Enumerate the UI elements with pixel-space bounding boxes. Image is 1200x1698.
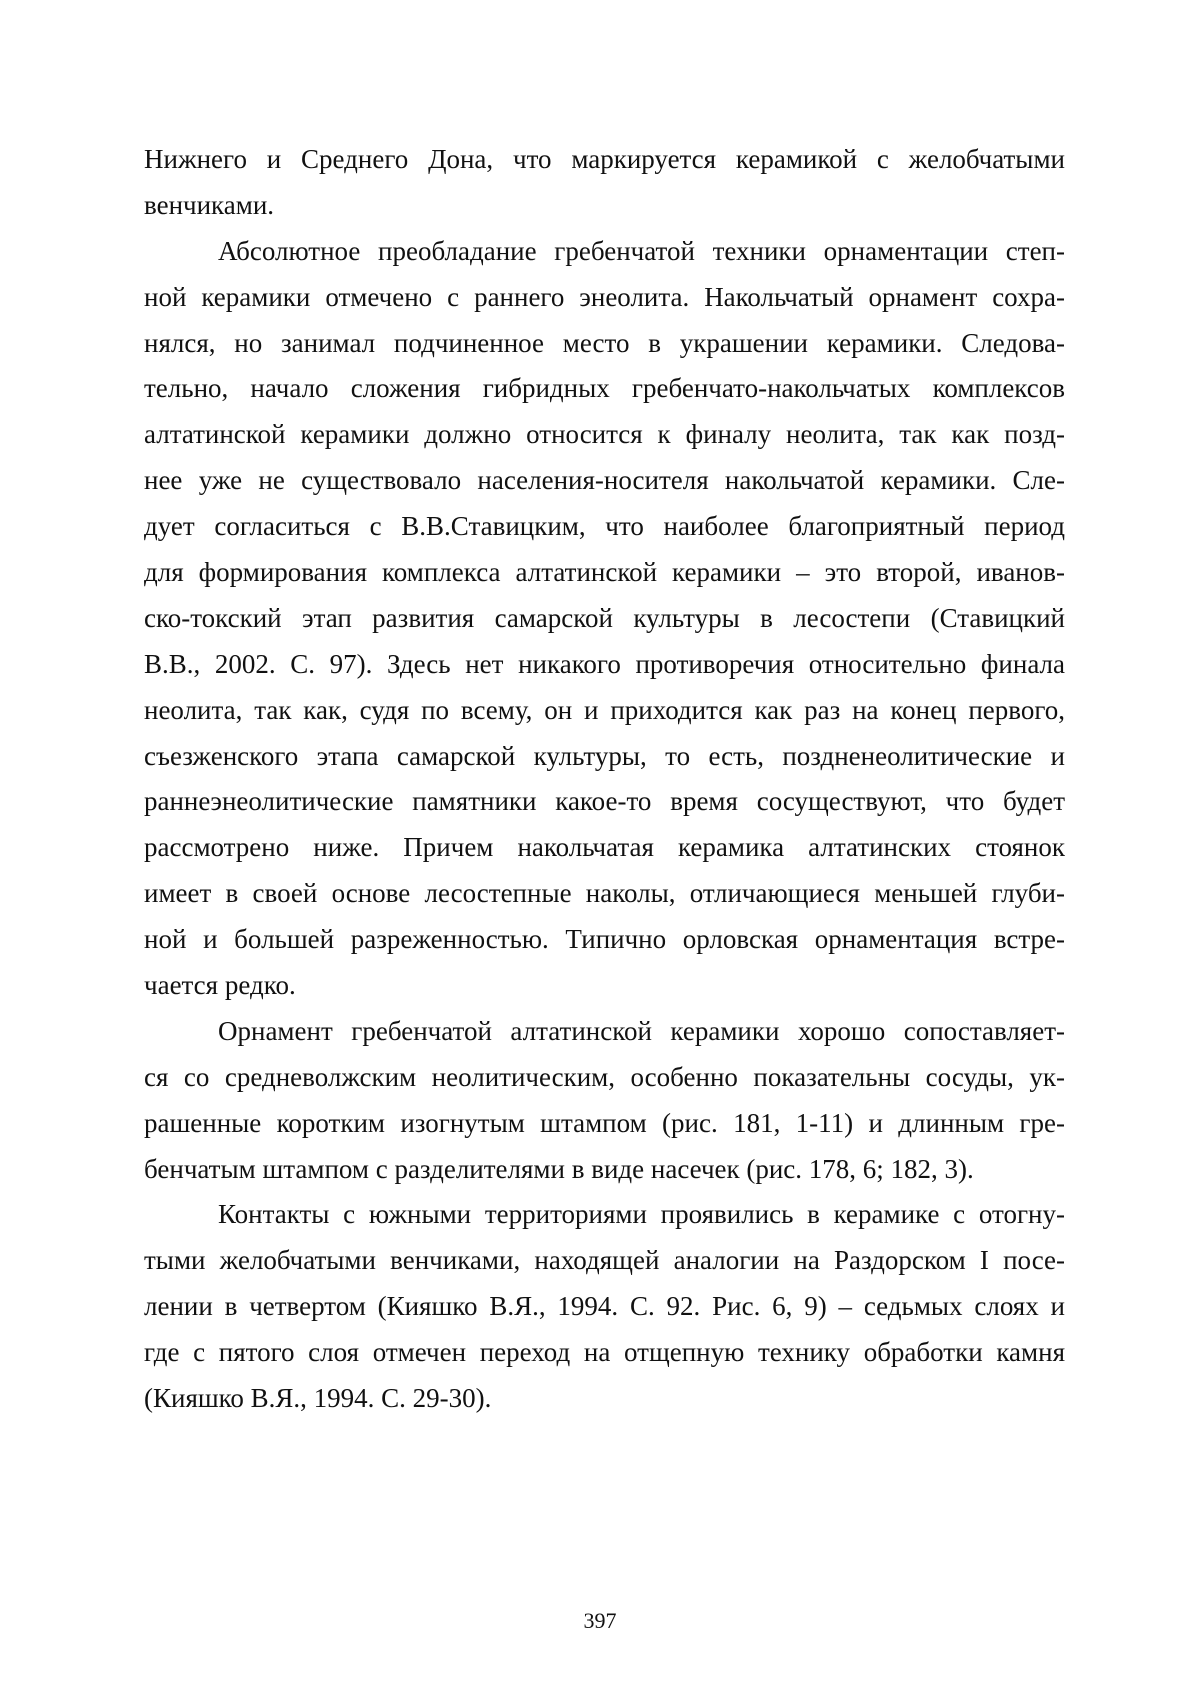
text-line: нялся, но занимал подчиненное место в украшении керамики. Следова- [144, 327, 1065, 358]
paragraph [144, 1009, 1065, 1193]
paragraph [144, 1192, 1065, 1421]
text-line: ско-токский этап развития самарской культуры в лесостепи (Ставицкий [144, 602, 1065, 633]
text-line: чается редко. [144, 970, 296, 1001]
text-line: венчиками. [144, 189, 275, 220]
text-line: рашенные коротким изогнутым штампом (рис. 181, 1-11) и длинным гре- [144, 1107, 1065, 1138]
text-line: рассмотрено ниже. Причем накольчатая керамика алтатинских стоянок [144, 832, 1065, 863]
text-line: ной и большей разреженностью. Типично орловская орнаментация встре- [144, 924, 1065, 955]
text-line: для формирования комплекса алтатинской керамики – это второй, иванов- [144, 557, 1065, 588]
text-line: бенчатым штампом с разделителями в виде насечек (рис. 178, 6; 182, 3). [144, 1153, 974, 1184]
text-line: Нижнего и Среднего Дона, что маркируется керамикой с желобчатыми [144, 144, 1065, 174]
text-line: неолита, так как, судя по всему, он и приходится как раз на конец первого, [144, 694, 1065, 725]
text-line: съезженского этапа самарской культуры, то есть, поздненеолитические и [144, 740, 1065, 771]
text-line: (Кияшко В.Я., 1994. С. 29-30). [144, 1383, 492, 1414]
text-line: тельно, начало сложения гибридных гребенчато-накольчатых комплексов [144, 373, 1065, 404]
document-body [144, 137, 1065, 1422]
text-line: имеет в своей основе лесостепные наколы, отличающиеся меньшей глуби- [144, 878, 1065, 909]
text-line: где с пятого слоя отмечен переход на отщепную технику обработки камня [144, 1337, 1065, 1368]
text-line: алтатинской керамики должно относится к финалу неолита, так как позд- [144, 419, 1065, 450]
text-line: дует согласиться с В.В.Ставицким, что наиболее благоприятный период [144, 511, 1065, 542]
text-line: раннеэнеолитические памятники какое-то время сосуществуют, что будет [144, 786, 1065, 817]
page-number: 397 [583, 1608, 617, 1633]
paragraph [144, 229, 1065, 1009]
text-line: Контакты с южными территориями проявились в керамике с отогну- [218, 1199, 1065, 1230]
text-line: нее уже не существовало населения-носителя накольчатой керамики. Сле- [144, 465, 1065, 496]
text-line: ся со средневолжским неолитическим, особенно показательны сосуды, ук- [144, 1061, 1065, 1092]
paragraph [144, 137, 1065, 229]
text-line: Орнамент гребенчатой алтатинской керамики хорошо сопоставляет- [218, 1015, 1065, 1046]
text-line: лении в четвертом (Кияшко В.Я., 1994. С. 92. Рис. 6, 9) – седьмых слоях и [144, 1291, 1065, 1322]
text-line: тыми желобчатыми венчиками, находящей аналогии на Раздорском I посе- [144, 1245, 1065, 1276]
text-line: В.В., 2002. С. 97). Здесь нет никакого противоречия относительно финала [144, 648, 1065, 679]
text-line: ной керамики отмечено с раннего энеолита. Накольчатый орнамент сохра- [144, 281, 1065, 312]
text-line: Абсолютное преобладание гребенчатой техники орнаментации степ- [218, 235, 1065, 266]
